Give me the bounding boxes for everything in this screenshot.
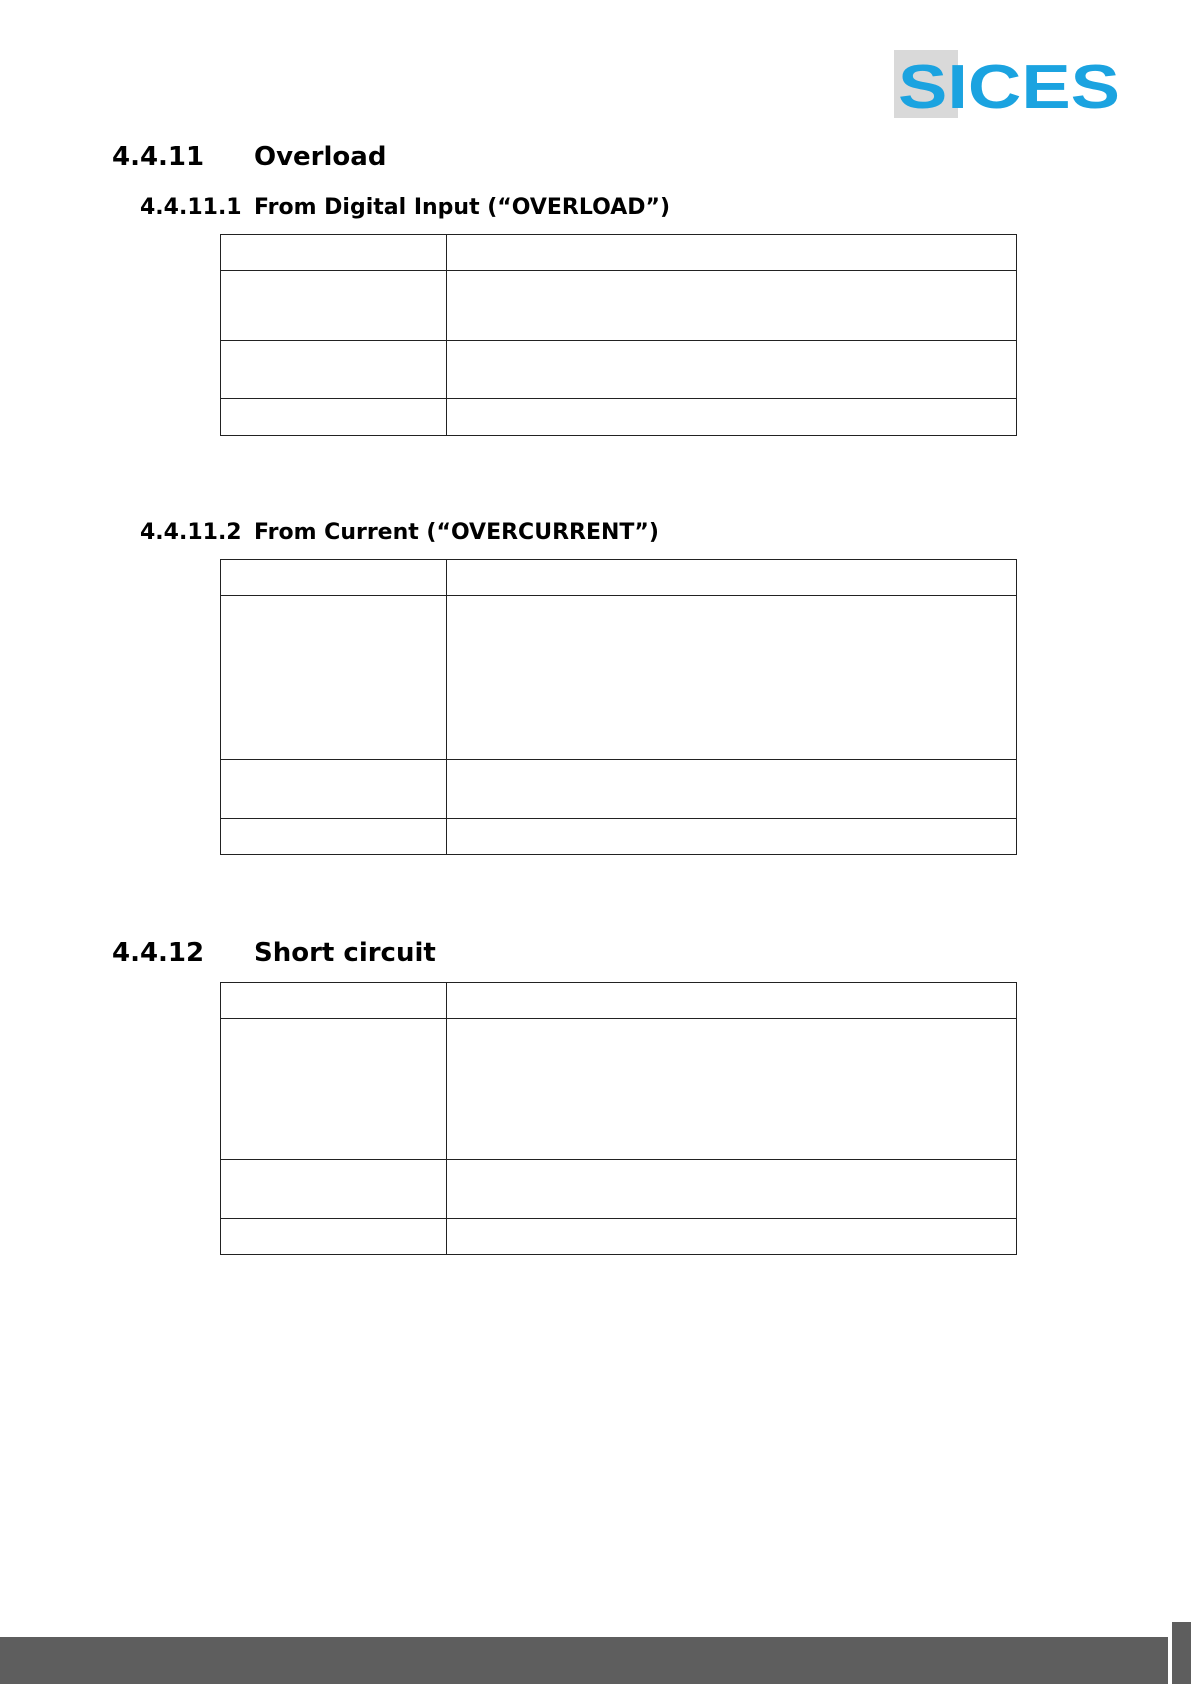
subsection-number: 4.4.11.2 bbox=[140, 520, 242, 545]
table-row bbox=[221, 560, 1017, 596]
table-cell bbox=[447, 1019, 1017, 1160]
section-title: Overload bbox=[254, 142, 387, 172]
section-number: 4.4.12 bbox=[112, 938, 205, 968]
section-heading-overload bbox=[112, 142, 712, 176]
table-digital-input bbox=[220, 234, 1017, 436]
table-cell bbox=[447, 1160, 1017, 1219]
subsection-number: 4.4.11.1 bbox=[140, 195, 242, 220]
table-cell bbox=[221, 560, 447, 596]
table-row bbox=[221, 1160, 1017, 1219]
table-row bbox=[221, 1019, 1017, 1160]
table-row bbox=[221, 1219, 1017, 1255]
table-cell bbox=[221, 341, 447, 399]
table-cell bbox=[221, 596, 447, 760]
table-cell bbox=[221, 983, 447, 1019]
table-cell bbox=[447, 341, 1017, 399]
table-cell bbox=[447, 983, 1017, 1019]
table-cell bbox=[221, 271, 447, 341]
footer-bar bbox=[0, 1637, 1168, 1684]
table-cell bbox=[221, 1219, 447, 1255]
table-cell bbox=[447, 235, 1017, 271]
section-number: 4.4.11 bbox=[112, 142, 205, 172]
table-row bbox=[221, 235, 1017, 271]
table-cell bbox=[447, 596, 1017, 760]
table-row bbox=[221, 399, 1017, 436]
subsection-title: From Current (“OVERCURRENT”) bbox=[254, 520, 659, 545]
table-cell bbox=[221, 819, 447, 855]
table-row bbox=[221, 271, 1017, 341]
table-cell bbox=[221, 1160, 447, 1219]
table-cell bbox=[221, 760, 447, 819]
table-row bbox=[221, 596, 1017, 760]
table-cell bbox=[447, 819, 1017, 855]
subsection-title: From Digital Input (“OVERLOAD”) bbox=[254, 195, 671, 220]
table-row bbox=[221, 819, 1017, 855]
footer-tab bbox=[1172, 1622, 1191, 1684]
subsection-heading-digital-input bbox=[140, 195, 840, 225]
table-current bbox=[220, 559, 1017, 855]
table-cell bbox=[221, 1019, 447, 1160]
table-row bbox=[221, 341, 1017, 399]
table-short-circuit bbox=[220, 982, 1017, 1255]
table-cell bbox=[447, 399, 1017, 436]
table-cell bbox=[447, 271, 1017, 341]
subsection-heading-current bbox=[140, 520, 840, 550]
table-cell bbox=[447, 560, 1017, 596]
table-cell bbox=[221, 235, 447, 271]
section-heading-short-circuit bbox=[112, 938, 712, 972]
table-row bbox=[221, 760, 1017, 819]
section-title: Short circuit bbox=[254, 938, 436, 968]
sices-logo bbox=[894, 50, 1124, 118]
table-cell bbox=[221, 399, 447, 436]
table-row bbox=[221, 983, 1017, 1019]
table-cell bbox=[447, 760, 1017, 819]
table-cell bbox=[447, 1219, 1017, 1255]
svg-text:SICES: SICES bbox=[898, 53, 1120, 118]
